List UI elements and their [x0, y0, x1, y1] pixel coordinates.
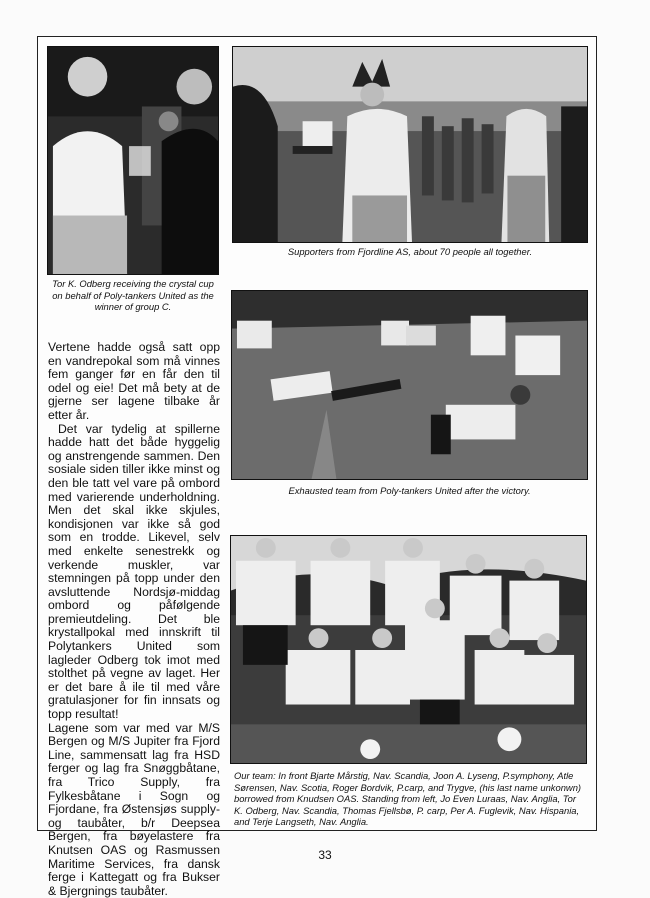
- photo-crystal-cup: [47, 46, 219, 275]
- caption-crystal-cup: Tor K. Odberg receiving the crystal cup on behalf of Poly-tankers United as the winner of group C.: [52, 278, 214, 313]
- paragraph: Vertene hadde også satt opp en vandrepokal som må vinnes fem ganger før en får den til odel og eie! Det må bety at de gjerne ser lagene tilbake år etter år.: [48, 340, 220, 422]
- photo-exhausted-team: [231, 290, 588, 480]
- caption-exhausted-team: Exhausted team from Poly-tankers United after the victory.: [288, 485, 531, 496]
- caption-our-team: Our team: In front Bjarte Mårstig, Nav. Scandia, Joon A. Lyseng, P.symphony, Atle Sørensen, Nav. Scotia, Roger Bordvik, P.carp, and Trygve, (his last name unkonwn) borrowed from Knudsen OAS. Standing from left, Jo Even Luraas, Nav. Anglia, Tor K. Odberg, Nav. Scandia, Thomas Fjellsbø, P. carp, Per A. Fuglevik, Nav. Hispania, and Terje Langseth, Nav. Anglia.: [234, 770, 582, 828]
- photo-our-team: [230, 535, 587, 764]
- photo-supporters: [232, 46, 588, 243]
- paragraph: Det var tydelig at spillerne hadde hatt det både hyggelig og anstrengende sammen. Den sosiale siden tiller ikke minst og den ble tatt vel vare på ombord med varierende underholdning. Men det skal ikke skjules, kondisjonen var ikke så god som en trodde. Likevel, selv med enkelte senestrekk og verkende muskler, var stemningen på topp under den avsluttende Nordsjø-middag ombord og påfølgende premieutdeling. Det ble krystallpokal med innskrift til Polytankers United som lagleder Odberg tok imot med stolthet på vegne av laget. Her er det bare å ile til med våre gratulasjoner for fin innsats og topp resultat!: [48, 421, 220, 722]
- caption-supporters: Supporters from Fjordline AS, about 70 people all together.: [287, 246, 533, 257]
- page-number: 33: [318, 848, 332, 862]
- paragraph: Lagene som var med var M/S Bergen og M/S Jupiter fra Fjord Line, sammensatt lag fra HSD ferger og lag fra Snøggbåtane, fra Trico Supply, fra Fylkesbåtane i Sogn og Fjordane, fra Østensjøs supply-og taubåter, b/r Deepsea Bergen, fra bøyelastere fra Knutsen OAS og Rasmussen Maritime Services, fra dansk ferge i Kattegatt og fra Bukser & Bjergnings taubåter.: [48, 720, 220, 898]
- article-body: [48, 341, 220, 898]
